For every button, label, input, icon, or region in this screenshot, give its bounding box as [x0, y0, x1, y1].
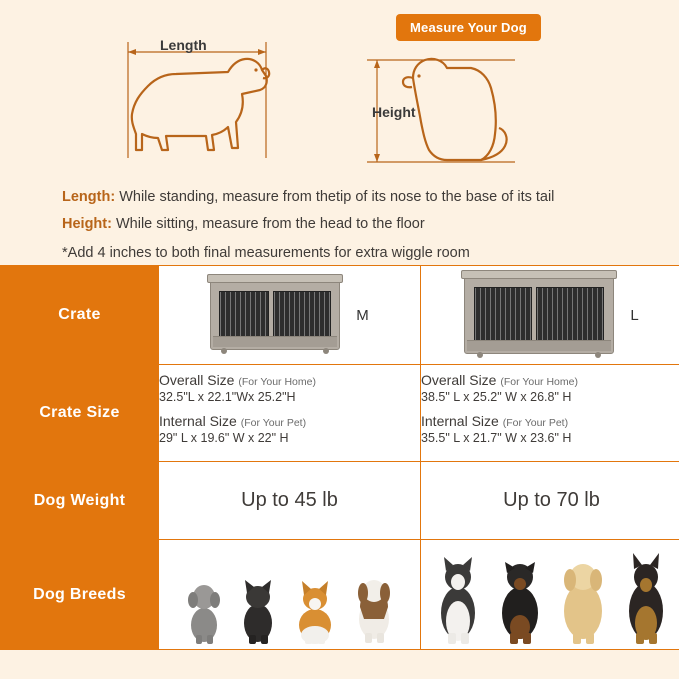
size-letter-large: L [630, 306, 639, 324]
table-row-dog-breeds [1, 540, 679, 650]
height-note-key: Height: [62, 215, 112, 232]
standing-dog-icon [110, 30, 310, 170]
row-header-crate: Crate [1, 266, 159, 365]
row-header-crate-size: Crate Size [1, 365, 159, 462]
overall-size-note-large: (For Your Home) [500, 376, 578, 388]
overall-size-note-medium: (For Your Home) [238, 376, 316, 388]
internal-size-label-large [421, 413, 679, 429]
dog-weight-medium: Up to 45 lb [159, 462, 421, 540]
beagle-icon [350, 567, 398, 645]
crate-comparison-table [0, 265, 679, 650]
row-header-dog-breeds: Dog Breeds [1, 540, 159, 650]
golden-retriever-icon [556, 553, 610, 645]
size-letter-medium: M [356, 306, 369, 324]
length-note-text: While standing, measure from thetip of its nose to the base of its tail [119, 189, 555, 205]
sitting-dog-icon [355, 30, 555, 170]
length-dimension-label: Length [160, 37, 207, 53]
length-note-key: Length: [62, 189, 116, 205]
overall-size-label-large [421, 372, 679, 388]
height-dimension-label: Height [372, 104, 416, 120]
measure-notes [62, 188, 662, 261]
internal-size-label-medium [159, 413, 420, 429]
height-note [62, 215, 662, 235]
measure-your-dog-section [0, 0, 679, 265]
overall-size-text-large: Overall Size [421, 372, 497, 388]
dog-weight-large: Up to 70 lb [421, 462, 679, 540]
crate-cell-medium [159, 266, 421, 365]
dog-breeds-cell-large [421, 540, 679, 650]
internal-size-value-medium: 29" L x 19.6" W x 22" H [159, 431, 289, 445]
standing-dog-figure [110, 30, 310, 175]
table-row-crate [1, 266, 679, 365]
husky-icon [432, 553, 484, 645]
internal-size-value-large: 35.5" L x 21.7" W x 23.6" H [421, 431, 572, 445]
overall-size-value-large: 38.5" L x 25.2" W x 26.8" H [421, 390, 572, 404]
rottweiler-icon [494, 553, 546, 645]
row-header-dog-weight: Dog Weight [1, 462, 159, 540]
german-shepherd-icon [620, 553, 672, 645]
overall-size-value-medium: 32.5"L x 22.1"Wx 25.2"H [159, 390, 296, 404]
table-row-crate-size [1, 365, 679, 462]
poodle-icon [182, 573, 226, 645]
crate-size-cell-large [421, 365, 679, 462]
internal-size-note-large: (For Your Pet) [502, 417, 569, 429]
internal-size-text-medium: Internal Size [159, 413, 237, 429]
crate-cell-large [421, 266, 679, 365]
internal-size-note-medium: (For Your Pet) [240, 417, 307, 429]
sitting-dog-figure [355, 30, 555, 175]
crate-image-large [464, 276, 614, 354]
table-row-dog-weight [1, 462, 679, 540]
overall-size-text-medium: Overall Size [159, 372, 235, 388]
height-note-text: While sitting, measure from the head to the floor [115, 215, 425, 232]
measure-your-dog-badge: Measure Your Dog [396, 14, 541, 41]
internal-size-text-large: Internal Size [421, 413, 499, 429]
overall-size-label-medium [159, 372, 420, 388]
length-note [62, 188, 662, 208]
crate-image-medium [210, 280, 340, 350]
french-bulldog-icon [236, 573, 280, 645]
extra-note: *Add 4 inches to both final measurements for extra wiggle room [62, 245, 470, 262]
dog-breeds-cell-medium [159, 540, 421, 650]
corgi-icon [290, 573, 340, 645]
crate-size-cell-medium [159, 365, 421, 462]
